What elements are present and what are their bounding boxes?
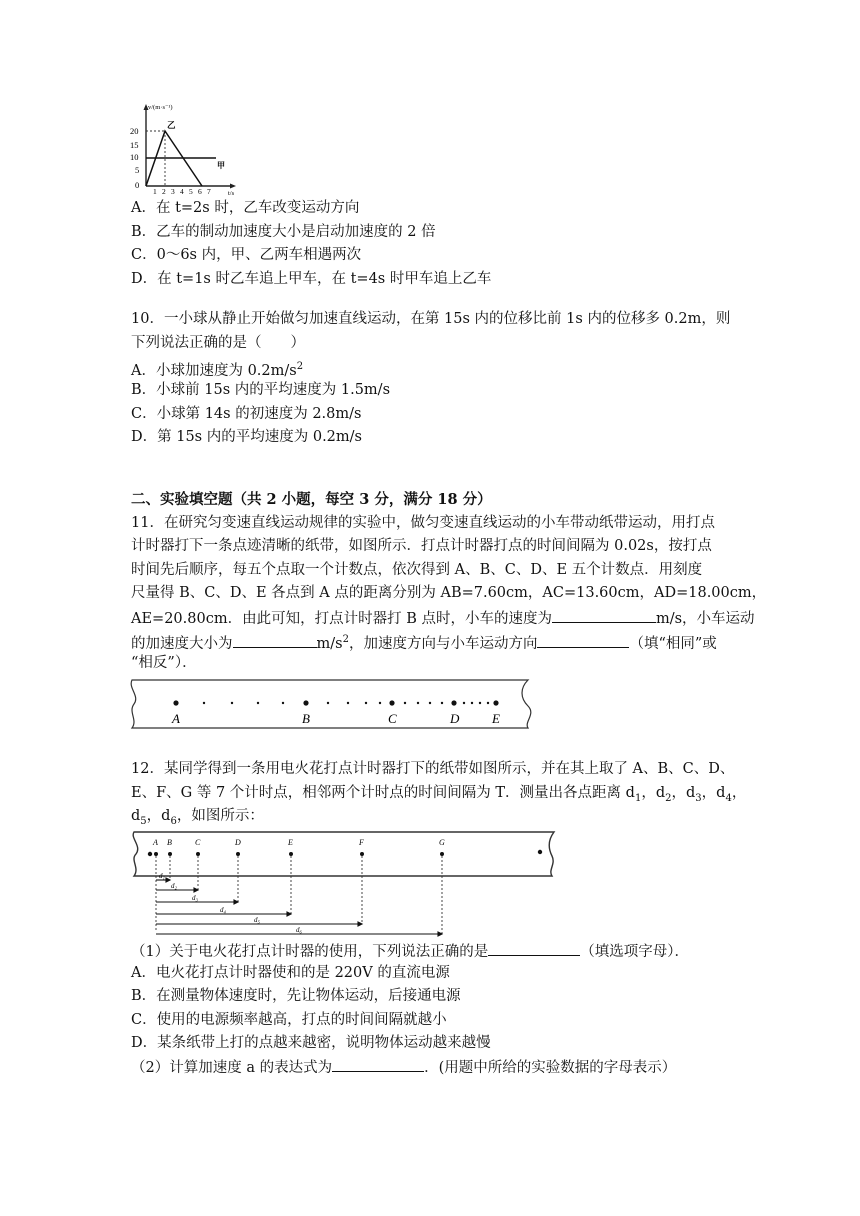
tape-label-d: D (450, 711, 460, 726)
q11-blank-direction[interactable] (537, 632, 629, 648)
q11-line5-unit: m/s，小车运动 (655, 611, 755, 627)
q12-tape-label-d: D (235, 838, 241, 847)
q11-line2: 计时器打下一条点迹清晰的纸带，如图所示．打点计时器打点的时间间隔为 0.02s，按打点 (131, 538, 712, 554)
q10-option-b: B．小球前 15s 内的平均速度为 1.5m/s (131, 382, 391, 398)
x-tick: 2 (162, 187, 166, 196)
q12-sub-2: 2 (665, 792, 672, 804)
jia-label: 甲 (217, 161, 225, 170)
q11-line3: 时间先后顺序，每五个点取一个计数点，依次得到 A、B、C、D、E 五个计数点．用刻度 (131, 562, 703, 578)
q11-line6-mid: ，加速度方向与小车运动方向 (348, 635, 538, 652)
q10-option-c: C．小球第 14s 的初速度为 2.8m/s (131, 406, 362, 422)
q12-sub-6: 6 (170, 815, 177, 827)
q12-option-c: C．使用的电源频率越高，打点的时间间隔就越小 (131, 1012, 447, 1028)
q11-line5-text: AE=20.80cm．由此可知，打点计时器打 B 点时，小车的速度为 (131, 611, 552, 627)
q9-option-d: D．在 t=1s 时乙车追上甲车，在 t=4s 时甲车追上乙车 (131, 271, 492, 287)
q10-option-a-sup: 2 (296, 361, 304, 372)
q12-sub2 (131, 1056, 676, 1078)
q11-line6-text: 的加速度大小为 (131, 635, 233, 652)
q9-option-a: A．在 t=2s 时，乙车改变运动方向 (131, 200, 360, 216)
dist-label-d6: d₆ (296, 926, 302, 934)
q12-line2-sep4: ， (731, 785, 747, 801)
q12-sub1-post: （填选项字母）． (580, 944, 689, 960)
tape-label-b: B (302, 711, 310, 726)
q11-line6-unit: m/s (316, 635, 343, 652)
x-tick: 1 (153, 187, 157, 196)
dist-label-d4: d₄ (220, 906, 226, 914)
tape-label-e: E (492, 711, 500, 726)
q12-sub-4: 4 (725, 792, 732, 804)
q12-blank-sub1[interactable] (488, 940, 580, 956)
q10-option-d: D．第 15s 内的平均速度为 0.2m/s (131, 429, 362, 445)
q11-line7: “相反”）． (131, 655, 197, 671)
dist-label-d3: d₃ (192, 894, 198, 902)
x-tick: 3 (171, 187, 175, 196)
q12-sub2-text: （2）计算加速度 a 的表达式为 (131, 1060, 333, 1076)
x-tick: 5 (189, 187, 193, 196)
q12-line2-sep3: ，d (701, 785, 726, 801)
q12-sub-3: 3 (695, 792, 702, 804)
q9-option-b: B．乙车的制动加速度大小是启动加速度的 2 倍 (131, 224, 436, 240)
q12-tape-label-c: C (195, 838, 201, 847)
y-tick: 0 (135, 180, 140, 190)
q10-option-a-text: A．小球加速度为 0.2m/s (131, 362, 297, 379)
q12-line3-post: ，如图所示： (176, 808, 264, 824)
dist-label-d2: d₂ (171, 882, 177, 890)
q10-option-a (131, 357, 303, 381)
q11-line6 (131, 630, 717, 654)
q11-line1: 11．在研究匀变速直线运动规律的实验中，做匀变速直线运动的小车带动纸带运动，用打点 (131, 515, 715, 531)
q12-sub-1: 1 (634, 792, 642, 804)
q12-tape-label-b: B (167, 838, 172, 847)
q11-line6-post: （填“相同”或 (629, 635, 717, 652)
y-axis-label: v/(m·s⁻¹) (148, 104, 173, 111)
dist-label-d5: d₅ (254, 916, 260, 924)
q12-blank-sub2[interactable] (332, 1056, 424, 1072)
x-axis-label: t/s (228, 190, 235, 196)
y-tick: 20 (130, 126, 139, 136)
q11-paper-tape (128, 676, 532, 734)
q10-stem-line1: 10．一小球从静止开始做匀加速直线运动，在第 15s 内的位移比前 1s 内的位移多 0.2m，则 (131, 311, 731, 327)
y-tick: 15 (130, 140, 139, 150)
q12-line2-sep2: ，d (671, 785, 696, 801)
q11-blank-acceleration[interactable] (233, 632, 317, 648)
q12-line3-text: d (131, 808, 141, 824)
q12-paper-tape-diagram (128, 828, 560, 938)
x-tick: 7 (207, 187, 211, 196)
q12-sub2-post: ．(用题中所给的实验数据的字母表示） (424, 1060, 677, 1076)
q12-tape-label-e: E (288, 838, 293, 847)
q12-line3-sep5: ，d (146, 808, 171, 824)
q12-tape-label-f: F (359, 838, 364, 847)
tape-label-a: A (172, 711, 180, 726)
q11-line6-sup: 2 (342, 634, 349, 645)
q12-line1: 12．某同学得到一条用电火花打点计时器打下的纸带如图所示，并在其上取了 A、B、C、D、 (131, 761, 735, 777)
q12-line2-sep1: ，d (641, 785, 666, 801)
y-tick: 10 (130, 152, 139, 162)
q12-option-d: D．某条纸带上打的点越来越密，说明物体运动越来越慢 (131, 1035, 491, 1051)
q12-line2-text: E、F、G 等 7 个计时点，相邻两个计时点的时间间隔为 T．测量出各点距离 d (131, 785, 635, 801)
q12-sub-5: 5 (140, 815, 147, 827)
section2-heading: 二、实验填空题（共 2 小题，每空 3 分，满分 18 分） (131, 491, 492, 508)
y-tick: 5 (135, 165, 140, 175)
q12-tape-label-g: G (439, 838, 445, 847)
q11-line5 (131, 607, 755, 629)
q12-option-b: B．在测量物体速度时，先让物体运动，后接通电源 (131, 988, 461, 1004)
q12-tape-label-a: A (153, 838, 158, 847)
yi-label: 乙 (167, 120, 176, 130)
x-tick: 6 (198, 187, 202, 196)
dist-label-d1: d₁ (159, 872, 165, 880)
tape-label-c: C (388, 711, 397, 726)
x-tick: 4 (180, 187, 184, 196)
q9-option-c: C．0～6s 内，甲、乙两车相遇两次 (131, 247, 362, 263)
q11-blank-velocity[interactable] (552, 607, 656, 623)
q11-line4: 尺量得 B、C、D、E 各点到 A 点的距离分别为 AB=7.60cm，AC=13.60cm，AD=18.00cm， (131, 585, 767, 601)
q12-sub1 (131, 940, 689, 962)
velocity-time-graph (128, 100, 240, 196)
q12-sub1-text: （1）关于电火花打点计时器的使用，下列说法正确的是 (131, 944, 489, 960)
q12-option-a: A．电火花打点计时器使和的是 220V 的直流电源 (131, 965, 450, 981)
q10-stem-line2: 下列说法正确的是（ ） (131, 335, 305, 351)
q12-line2 (131, 783, 746, 809)
